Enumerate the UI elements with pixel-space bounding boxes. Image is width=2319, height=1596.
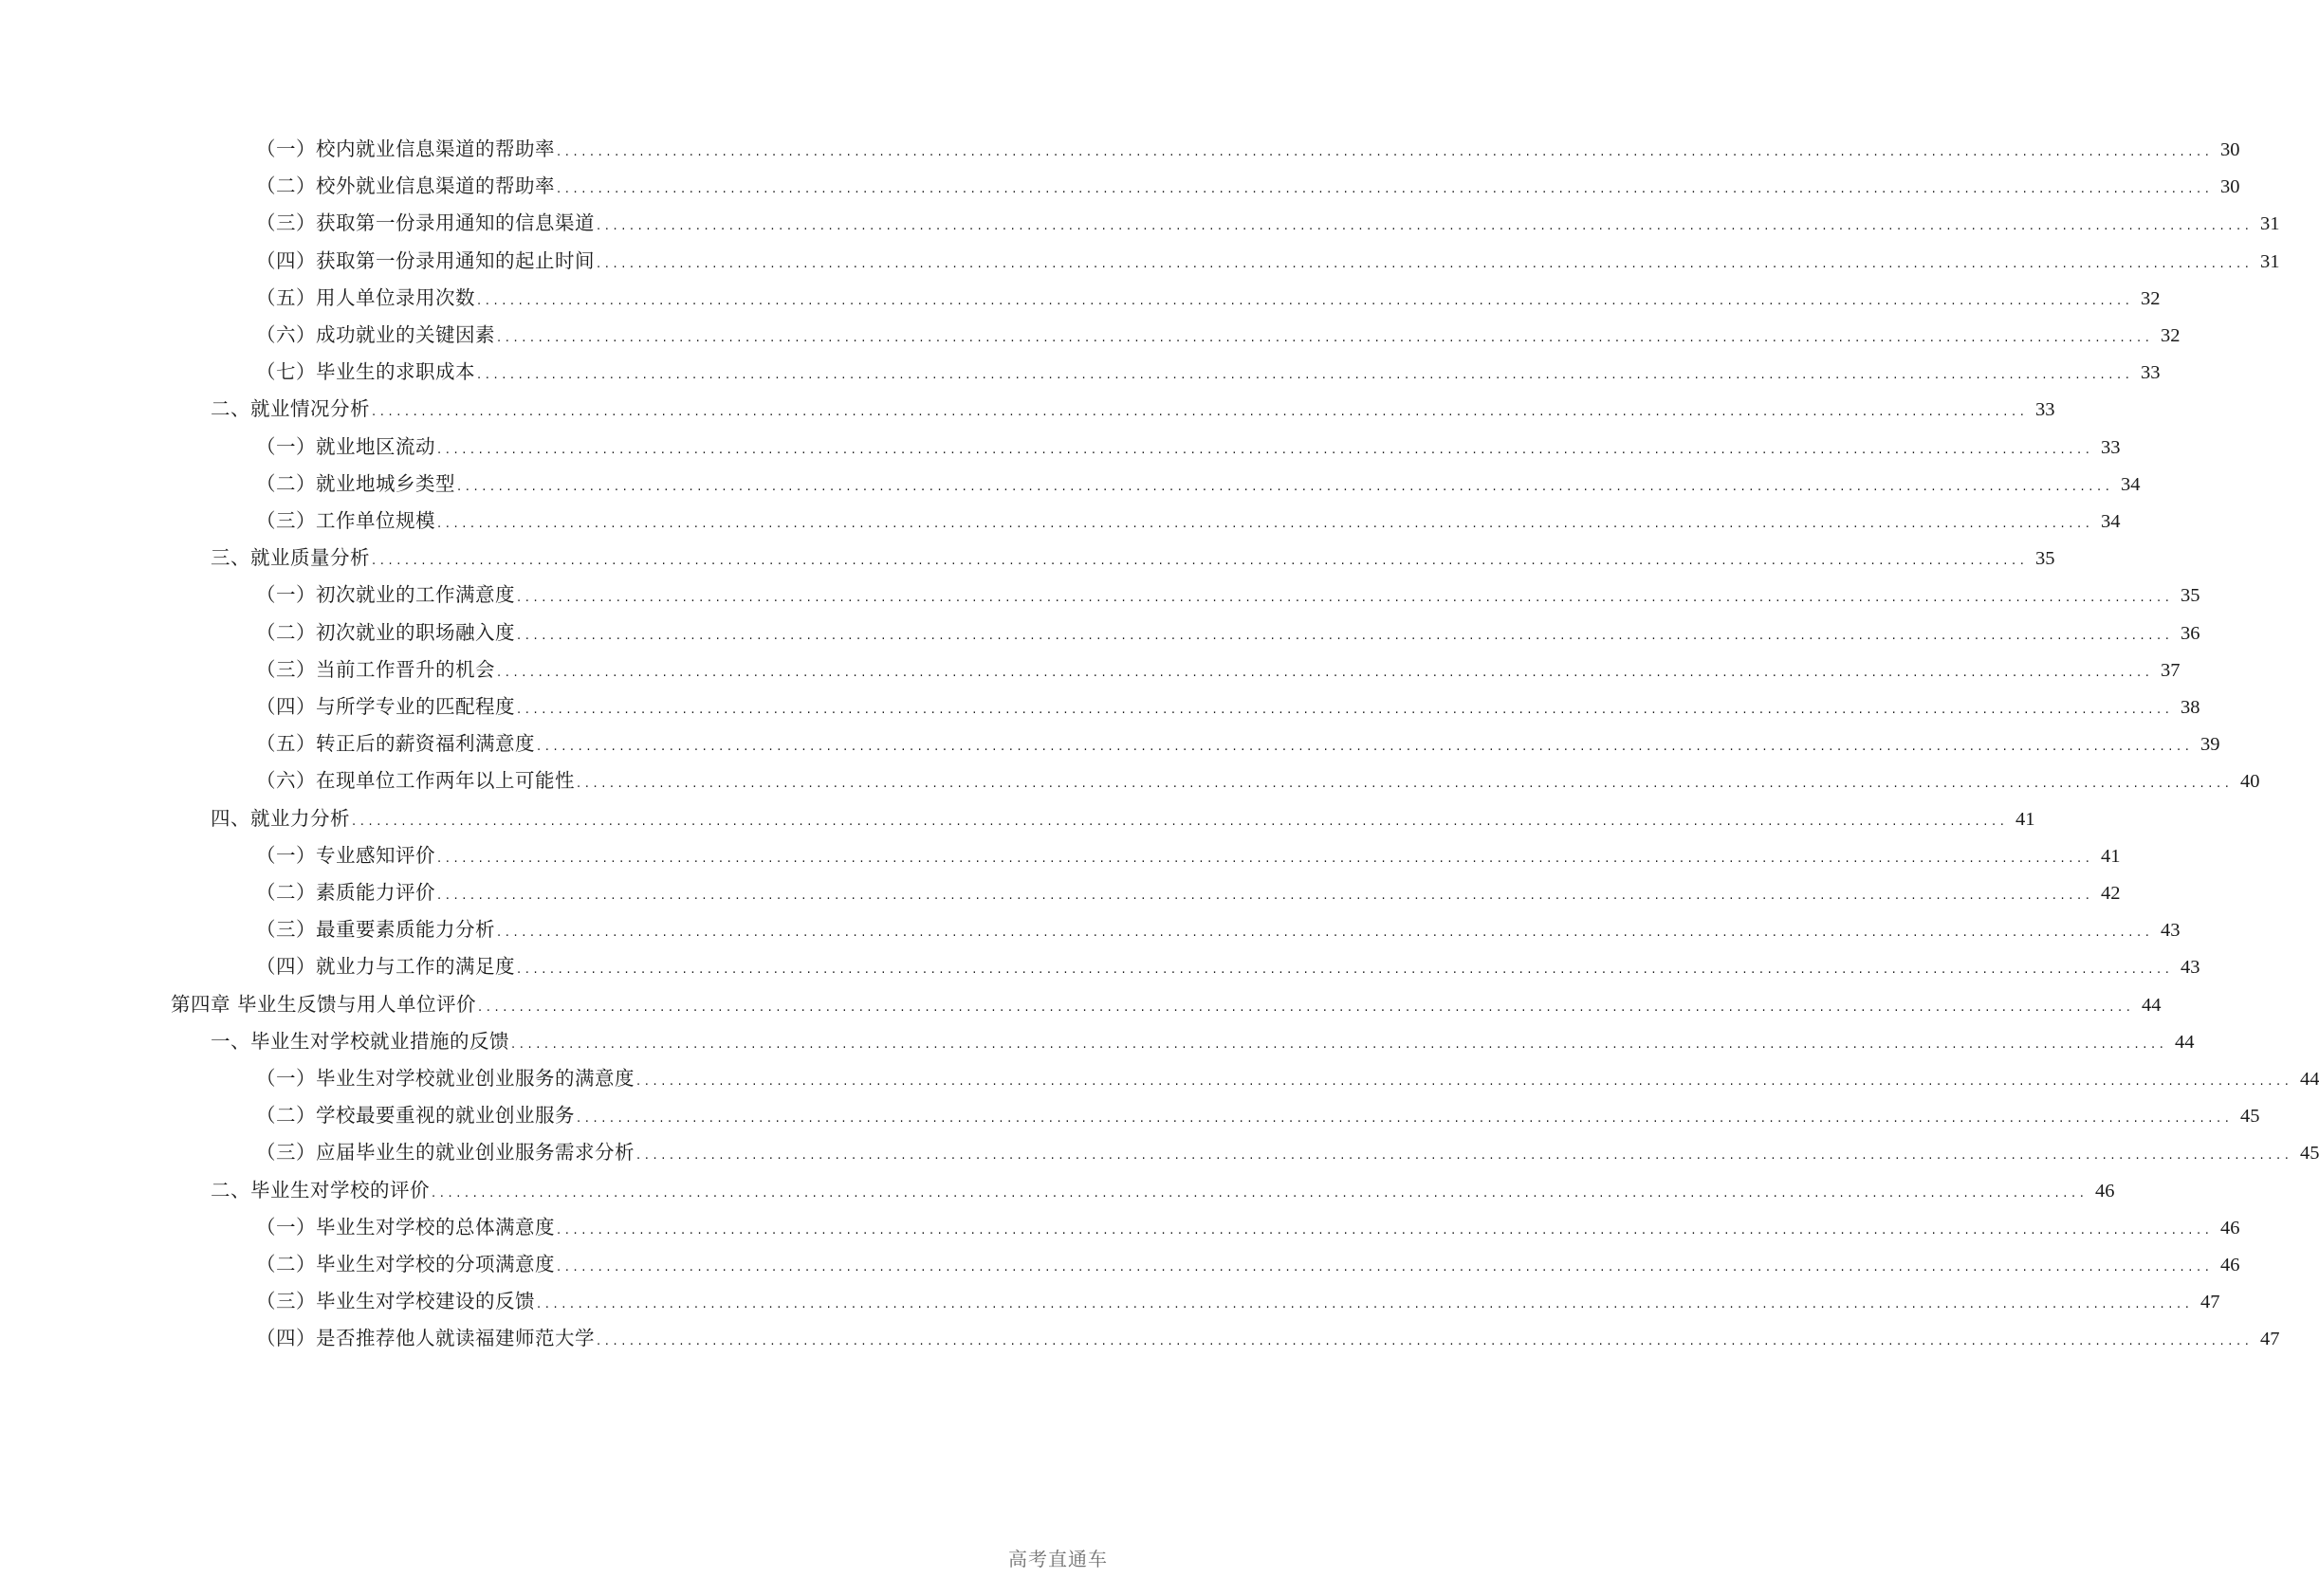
toc-entry[interactable] <box>256 1324 2280 1352</box>
toc-page-number: 33 <box>2034 399 2055 421</box>
toc-dot-leader: ........................................................................................................................................................................................................ <box>432 1185 2089 1201</box>
toc-dot-leader: ........................................................................................................................................................................................................ <box>636 1148 2293 1164</box>
toc-page-number: 40 <box>2239 771 2260 793</box>
toc-entry-title: 二、毕业生对学校的评价 <box>211 1178 430 1202</box>
toc-entry-title: （一）毕业生对学校就业创业服务的满意度 <box>256 1067 635 1090</box>
toc-entry-title: （七）毕业生的求职成本 <box>256 360 475 384</box>
toc-entry-title: （二）就业地城乡类型 <box>256 471 455 495</box>
toc-page-number: 35 <box>2034 548 2055 570</box>
toc-entry-title: （一）就业地区流动 <box>256 434 435 458</box>
toc-entry-title: （二）学校最要重视的就业创业服务 <box>256 1104 575 1128</box>
toc-entry[interactable] <box>256 1101 2260 1129</box>
toc-dot-leader: ........................................................................................................................................................................................................ <box>577 777 2234 792</box>
toc-dot-leader: ........................................................................................................................................................................................................ <box>557 1260 2214 1275</box>
toc-entry-title: （五）用人单位录用次数 <box>256 285 475 309</box>
toc-entry-title: （四）与所学专业的匹配程度 <box>256 695 515 718</box>
toc-dot-leader: ........................................................................................................................................................................................................ <box>497 331 2154 345</box>
toc-dot-leader: ........................................................................................................................................................................................................ <box>517 591 2174 606</box>
toc-page-number: 33 <box>2100 436 2121 458</box>
toc-dot-leader: ........................................................................................................................................................................................................ <box>597 1334 2254 1349</box>
toc-dot-leader: ........................................................................................................................................................................................................ <box>372 554 2029 569</box>
toc-dot-leader: ........................................................................................................................................................................................................ <box>478 1000 2135 1015</box>
toc-dot-leader: ........................................................................................................................................................................................................ <box>511 1036 2168 1052</box>
toc-dot-leader: ........................................................................................................................................................................................................ <box>636 1074 2293 1089</box>
toc-entry-title: （二）校外就业信息渠道的帮助率 <box>256 174 555 198</box>
toc-entry-title: （二）初次就业的职场融入度 <box>256 620 515 644</box>
toc-entry-title: （三）当前工作晋升的机会 <box>256 657 495 681</box>
toc-entry[interactable] <box>256 1138 2319 1166</box>
toc-entry[interactable] <box>256 135 2240 163</box>
toc-dot-leader: ........................................................................................................................................................................................................ <box>517 963 2174 978</box>
toc-dot-leader: ........................................................................................................................................................................................................ <box>557 145 2214 159</box>
toc-entry-title: （三）获取第一份录用通知的信息渠道 <box>256 211 595 235</box>
toc-page-number: 43 <box>2160 920 2181 942</box>
toc-page-number: 46 <box>2094 1180 2115 1202</box>
toc-page-number: 35 <box>2180 585 2200 607</box>
toc-entry[interactable] <box>256 358 2161 386</box>
toc-dot-leader: ........................................................................................................................................................................................................ <box>497 665 2154 680</box>
toc-entry[interactable] <box>256 284 2161 312</box>
toc-page-number: 44 <box>2174 1031 2195 1053</box>
toc-dot-leader: ........................................................................................................................................................................................................ <box>352 814 2009 829</box>
toc-entry[interactable] <box>256 1213 2240 1241</box>
toc-page-number: 32 <box>2140 287 2161 309</box>
toc-dot-leader: ........................................................................................................................................................................................................ <box>497 926 2154 941</box>
toc-dot-leader: ........................................................................................................................................................................................................ <box>517 628 2174 643</box>
toc-entry[interactable] <box>256 729 2220 758</box>
toc-page-number: 38 <box>2180 697 2200 718</box>
toc-entry-title: （六）在现单位工作两年以上可能性 <box>256 769 575 793</box>
toc-dot-leader: ........................................................................................................................................................................................................ <box>597 256 2254 271</box>
toc-dot-leader: ........................................................................................................................................................................................................ <box>537 740 2194 755</box>
toc-page-number: 31 <box>2259 213 2280 235</box>
toc-dot-leader: ........................................................................................................................................................................................................ <box>537 1297 2194 1312</box>
toc-dot-leader: ........................................................................................................................................................................................................ <box>437 517 2094 531</box>
toc-entry-title: （六）成功就业的关键因素 <box>256 323 495 346</box>
toc-dot-leader: ........................................................................................................................................................................................................ <box>457 479 2114 494</box>
toc-entry[interactable] <box>256 247 2280 275</box>
toc-entry[interactable] <box>211 394 2055 423</box>
toc-dot-leader: ........................................................................................................................................................................................................ <box>437 889 2094 903</box>
toc-page-number: 41 <box>2100 845 2121 867</box>
toc-entry[interactable] <box>211 804 2035 833</box>
toc-entry-title: （一）毕业生对学校的总体满意度 <box>256 1215 555 1238</box>
toc-entry[interactable] <box>256 618 2200 647</box>
toc-page-number: 44 <box>2299 1069 2319 1090</box>
toc-dot-leader: ........................................................................................................................................................................................................ <box>437 442 2094 457</box>
toc-entry[interactable] <box>256 1287 2220 1315</box>
toc-entry[interactable] <box>256 432 2121 461</box>
toc-entry-title: 一、毕业生对学校就业措施的反馈 <box>211 1029 509 1053</box>
toc-dot-leader: ........................................................................................................................................................................................................ <box>577 1111 2234 1127</box>
toc-entry-title: （三）应届毕业生的就业创业服务需求分析 <box>256 1141 635 1165</box>
toc-entry-title: 四、就业力分析 <box>211 806 350 830</box>
toc-page-number: 42 <box>2100 883 2121 904</box>
toc-page-number: 47 <box>2199 1292 2220 1313</box>
toc-entry-title: （二）毕业生对学校的分项满意度 <box>256 1253 555 1275</box>
toc-entry-title: （五）转正后的薪资福利满意度 <box>256 732 535 756</box>
toc-entry[interactable] <box>256 952 2200 981</box>
toc-page-number: 46 <box>2219 1255 2240 1275</box>
toc-page-number: 33 <box>2140 362 2161 384</box>
toc-page-number: 32 <box>2160 325 2181 346</box>
toc-dot-leader: ........................................................................................................................................................................................................ <box>477 293 2134 308</box>
toc-entry[interactable] <box>256 766 2260 795</box>
toc-entry[interactable] <box>256 506 2121 535</box>
toc-dot-leader: ........................................................................................................................................................................................................ <box>517 703 2174 717</box>
toc-dot-leader: ........................................................................................................................................................................................................ <box>437 851 2094 866</box>
toc-entry-title: 二、就业情况分析 <box>211 397 370 421</box>
toc-entry-title: （四）获取第一份录用通知的起止时间 <box>256 248 595 272</box>
toc-entry-title: （一）校内就业信息渠道的帮助率 <box>256 138 555 160</box>
toc-entry-title: （三）毕业生对学校建设的反馈 <box>256 1290 535 1313</box>
toc-entry-title: （二）素质能力评价 <box>256 881 435 904</box>
toc-entry-title: 三、就业质量分析 <box>211 546 370 570</box>
toc-page-number: 30 <box>2219 176 2240 198</box>
toc-entry[interactable] <box>256 692 2200 721</box>
toc-entry[interactable] <box>256 915 2181 944</box>
toc-entry[interactable] <box>256 841 2121 870</box>
toc-page-number: 36 <box>2180 622 2200 644</box>
toc-dot-leader: ........................................................................................................................................................................................................ <box>597 219 2254 234</box>
toc-entry[interactable] <box>256 655 2181 684</box>
toc-entry[interactable] <box>256 172 2240 200</box>
toc-entry-title: （四）是否推荐他人就读福建师范大学 <box>256 1327 595 1350</box>
toc-entry-title: （三）最重要素质能力分析 <box>256 918 495 942</box>
toc-entry[interactable] <box>256 878 2121 907</box>
toc-entry[interactable] <box>256 1064 2319 1092</box>
toc-entry[interactable] <box>256 1250 2240 1278</box>
toc-entry[interactable] <box>256 209 2280 237</box>
toc-page-number: 30 <box>2219 139 2240 160</box>
toc-entry[interactable] <box>211 1027 2195 1055</box>
toc-page-number: 34 <box>2120 473 2141 495</box>
toc-page-number: 39 <box>2199 734 2220 756</box>
toc-page-number: 41 <box>2015 808 2035 830</box>
toc-dot-leader: ........................................................................................................................................................................................................ <box>557 1222 2214 1238</box>
toc-entry[interactable] <box>256 469 2141 498</box>
toc-entry[interactable] <box>256 321 2181 349</box>
toc-page-number: 44 <box>2141 994 2162 1016</box>
toc-entry-title: （一）初次就业的工作满意度 <box>256 583 515 607</box>
toc-dot-leader: ........................................................................................................................................................................................................ <box>557 182 2214 197</box>
toc-entry[interactable] <box>211 1176 2115 1204</box>
toc-page-number: 43 <box>2180 957 2200 979</box>
toc-page-number: 46 <box>2219 1217 2240 1238</box>
toc-entry-title: 第四章 毕业生反馈与用人单位评价 <box>171 992 477 1016</box>
toc-page-number: 45 <box>2299 1143 2319 1165</box>
toc-entry[interactable] <box>211 543 2055 572</box>
toc-entry[interactable] <box>256 580 2200 609</box>
toc-page-number: 31 <box>2259 250 2280 272</box>
toc-dot-leader: ........................................................................................................................................................................................................ <box>477 368 2134 383</box>
toc-dot-leader: ........................................................................................................................................................................................................ <box>372 405 2029 420</box>
toc-page-number: 45 <box>2239 1106 2260 1128</box>
watermark: 高考直通车 <box>1008 1548 1108 1570</box>
toc-page-number: 34 <box>2100 511 2121 532</box>
toc-page-number: 47 <box>2259 1329 2280 1350</box>
toc-entry[interactable] <box>171 990 2162 1018</box>
toc-page-number: 37 <box>2160 659 2181 681</box>
toc-entry-title: （四）就业力与工作的满足度 <box>256 955 515 979</box>
toc-entry-title: （一）专业感知评价 <box>256 843 435 867</box>
toc-entry-title: （三）工作单位规模 <box>256 509 435 532</box>
